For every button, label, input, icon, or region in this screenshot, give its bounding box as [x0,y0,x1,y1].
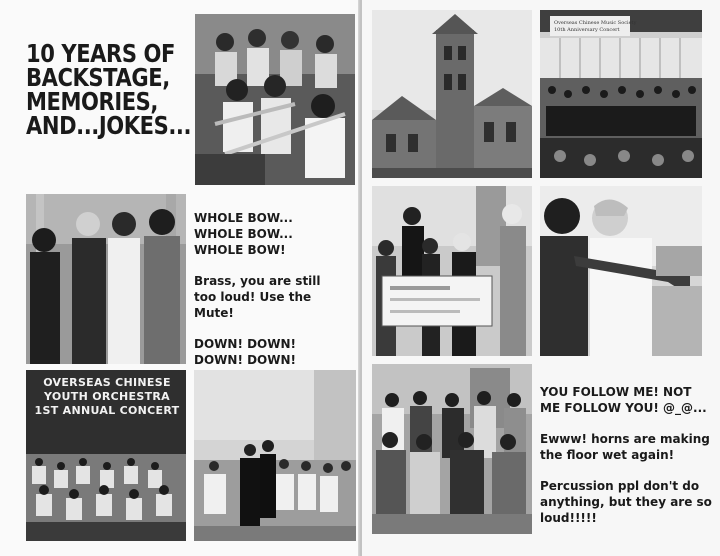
photo-concert-hall-orchestra [540,10,702,178]
banner-line: 1ST ANNUAL CONCERT [34,404,180,417]
concert-banner-text [32,376,182,418]
right-quotes [540,384,712,541]
headline-line: 10 YEARS OF [26,39,175,68]
banner-line: YOUTH ORCHESTRA [44,390,170,403]
photo-check-presentation [372,186,532,356]
photo-group-of-four [26,194,186,364]
photo-brass-section [195,14,355,185]
photo-concert-banner [26,370,186,541]
page-headline [26,39,192,140]
quote-text: Ewww! horns are making the floor wet again! [540,432,710,462]
quote-text: WHOLE BOW... WHOLE BOW... WHOLE BOW! [194,211,293,257]
banner-line: OVERSEAS CHINESE [43,376,171,389]
svg-text:Overseas Chinese Music Society: Overseas Chinese Music Society [554,20,637,26]
quote-text: YOU FOLLOW ME! NOT ME FOLLOW YOU! @_@... [540,385,707,415]
right-page [362,0,720,556]
photo-church-building [372,10,532,178]
photo-seated-group [372,364,532,534]
quote-text: Brass, you are still too loud! Use the Mute! [194,274,321,320]
headline-line: MEMORIES, [26,87,159,116]
headline-line: AND...JOKES... [26,111,192,140]
quote-text: DOWN! DOWN! DOWN! DOWN! [194,337,297,367]
headline-line: BACKSTAGE, [26,63,170,92]
quote-text: Percussion ppl don't do anything, but they are so loud!!!!! [540,479,712,525]
svg-text:10th Anniversary Concert: 10th Anniversary Concert [554,27,620,33]
photo-trumpet-lesson [540,186,702,356]
photo-conductor-stage [194,370,356,541]
